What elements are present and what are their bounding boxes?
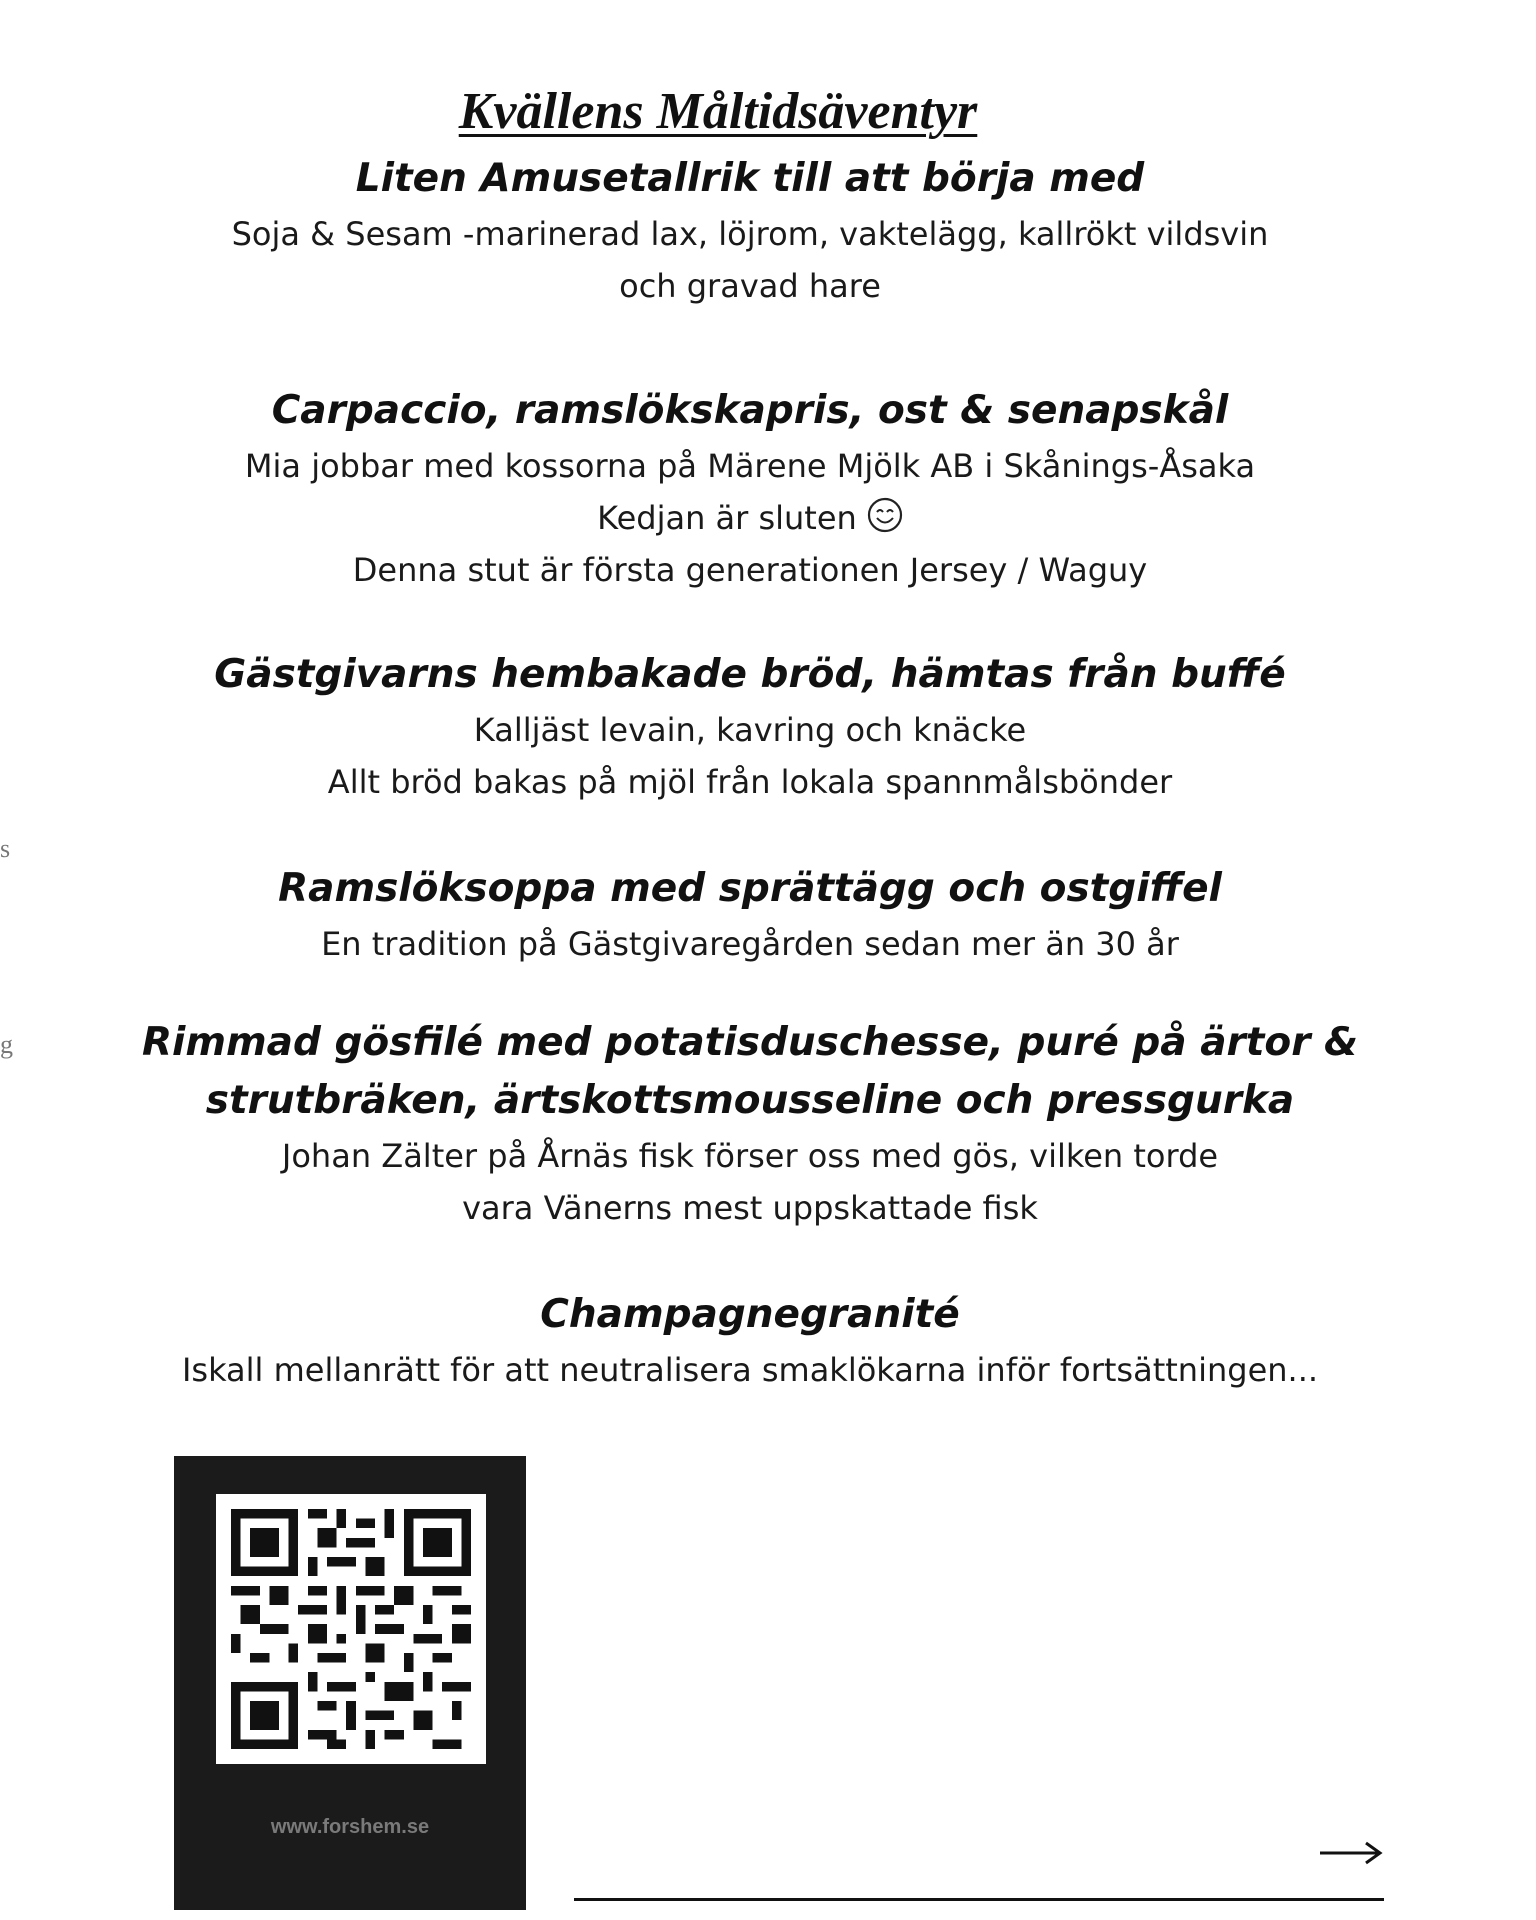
course-list <box>100 150 1400 1396</box>
course-name: Rimmad gösfilé med potatisduschesse, puré på ärtor & <box>141 1020 1359 1065</box>
course-name: strutbräken, ärtskottsmousseline och pressgurka <box>205 1078 1295 1123</box>
margin-mark: g <box>0 1030 13 1059</box>
margin-mark: s <box>0 834 11 863</box>
course-description <box>100 440 1400 492</box>
course-description: En tradition på Gästgivaregården sedan mer än 30 år <box>321 925 1179 963</box>
course-pikeperch <box>100 1014 1400 1234</box>
course-description: vara Vänerns mest uppskattade fisk <box>462 1189 1038 1227</box>
course-description: Johan Zälter på Årnäs fisk förser oss med gös, vilken torde <box>281 1137 1219 1175</box>
course-description: Allt bröd bakas på mjöl från lokala spannmålsbönder <box>327 763 1173 801</box>
qr-code-icon <box>231 1509 471 1749</box>
qr-code <box>216 1494 486 1764</box>
course-name: Champagnegranité <box>540 1292 960 1337</box>
course-description: och gravad hare <box>619 267 881 305</box>
course-name: Gästgivarns hembakade bröd, hämtas från buffé <box>214 652 1286 697</box>
course-description: Kalljäst levain, kavring och knäcke <box>473 711 1027 749</box>
course-description <box>100 492 1400 544</box>
course-bread <box>100 646 1400 808</box>
course-name: Liten Amusetallrik till att börja med <box>355 156 1145 201</box>
qr-code-card <box>174 1456 526 1910</box>
course-description-text: Mia jobbar med kossorna på Märene Mjölk AB i Skånings-Åsaka <box>244 447 1256 485</box>
course-soup <box>100 860 1400 970</box>
continue-line <box>574 1898 1384 1901</box>
course-description: Soja & Sesam -marinerad lax, löjrom, vaktelägg, kallrökt vildsvin <box>231 215 1269 253</box>
course-granite <box>100 1286 1400 1396</box>
right-arrow-icon <box>1318 1828 1384 1878</box>
course-name: Carpaccio, ramslökskapris, ost & senapskål <box>271 388 1229 433</box>
website-url: www.forshem.se <box>270 1816 430 1838</box>
course-name: Ramslöksoppa med sprättägg och ostgiffel <box>278 866 1222 911</box>
course-description: Denna stut är första generationen Jersey / Waguy <box>352 551 1148 589</box>
smiley-face-icon <box>867 497 903 533</box>
course-amuse <box>100 150 1400 312</box>
course-description: Iskall mellanrätt för att neutralisera smaklökarna inför fortsättningen... <box>181 1351 1319 1389</box>
course-carpaccio <box>100 382 1400 596</box>
menu-title: Kvällens Måltidsäventyr <box>458 83 978 140</box>
course-description-text: Kedjan är sluten <box>597 499 857 537</box>
